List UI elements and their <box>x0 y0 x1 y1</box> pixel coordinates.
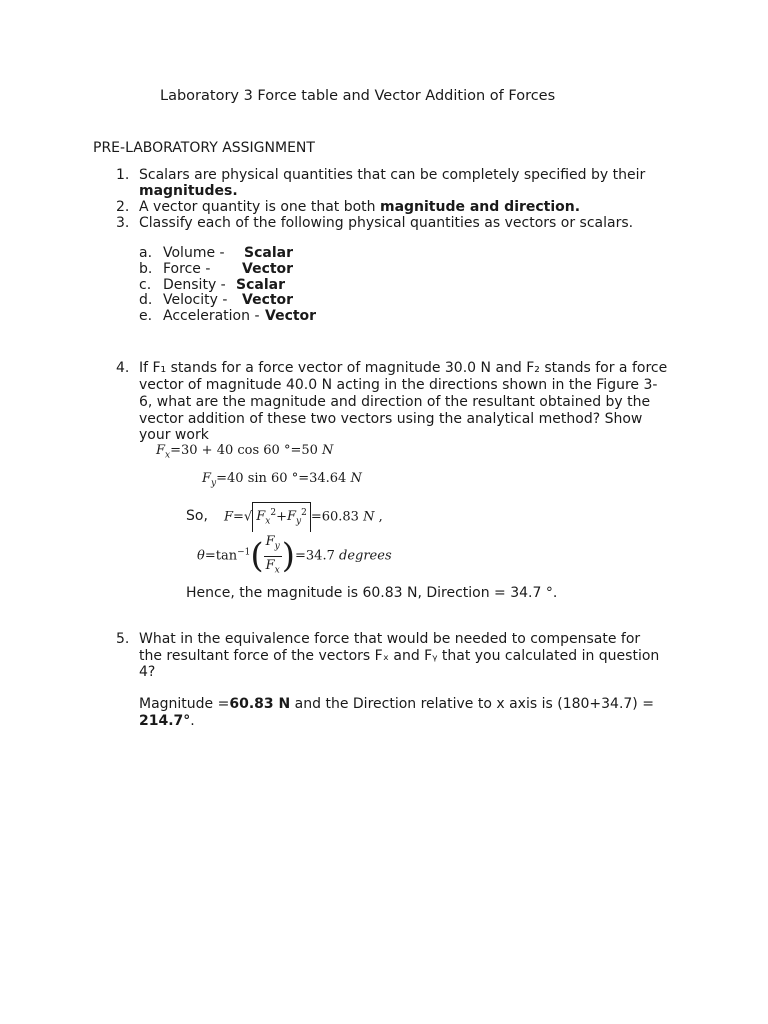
classify-name-b: Force - <box>163 261 211 277</box>
equation-fy: $F_y=40$ sin 60 °=34.64 N <box>202 471 362 489</box>
classify-answer-a: Scalar <box>244 245 293 261</box>
q2-number: 2. <box>116 199 130 215</box>
section-heading: PRE-LABORATORY ASSIGNMENT <box>93 140 315 156</box>
q5-answer-magnitude: 60.83 N <box>229 696 291 712</box>
q1-bold: magnitudes. <box>139 183 238 199</box>
equation-fx: $F_x=30 + 40$ cos 60 °=50 N <box>156 443 334 461</box>
so-label: So, <box>186 508 208 524</box>
equation-theta-unit: degrees <box>339 548 392 564</box>
page-title: Laboratory 3 Force table and Vector Addition of Forces <box>160 88 556 104</box>
equation-fy-text: =40 sin 60 °=34.64 <box>216 471 351 486</box>
q3-number: 3. <box>116 215 130 231</box>
q5-number: 5. <box>116 631 130 647</box>
classify-name-e: Acceleration - <box>163 308 260 324</box>
classify-answer-b: Vector <box>242 261 294 277</box>
q5-answer-direction: 214.7° <box>139 713 191 729</box>
classify-letter-d: d. <box>139 292 153 308</box>
q5-answer-pre: Magnitude = <box>139 696 230 712</box>
q2-text: A vector quantity is one that both <box>139 199 380 215</box>
q4-number: 4. <box>116 360 130 376</box>
q5-answer-mid: and the Direction relative to x axis is (180+34.7) = <box>290 696 654 712</box>
q5-answer-line-1 <box>139 696 654 712</box>
classify-answer-d: Vector <box>242 292 294 308</box>
q5-line-2: the resultant force of the vectors Fₓ and Fᵧ that you calculated in question <box>139 648 660 664</box>
q1-number: 1. <box>116 167 130 183</box>
classify-name-c: Density - <box>163 277 226 293</box>
q2-bold: magnitude and direction. <box>379 199 581 215</box>
equation-theta-result: =34.7 <box>295 548 339 564</box>
classify-answer-c: Scalar <box>236 277 285 293</box>
q1-text: Scalars are physical quantities that can be completely specified by their <box>139 167 646 183</box>
q5-answer-end: . <box>190 713 195 729</box>
equation-fx-text: =30 + 40 cos 60 °=50 <box>170 443 323 458</box>
q4-line-5: your work <box>139 427 209 443</box>
classify-letter-e: e. <box>139 308 153 324</box>
equation-f-result: =60.83 <box>310 509 364 525</box>
q4-line-4: vector addition of these two vectors using the analytical method? Show <box>139 411 643 427</box>
equation-f-magnitude: F=√ $F_x^2+F_y^2 =60.83$ N , <box>224 502 383 532</box>
equation-theta: $\theta=\tan^{-1}$( $\frac{F_y}{F_x}$ )=34.7 degrees <box>197 534 392 577</box>
classify-name-d: Velocity - <box>163 292 228 308</box>
q4-line-3: 6, what are the magnitude and direction of the resultant obtained by the <box>139 394 651 410</box>
q5-answer-line-2 <box>139 713 195 729</box>
q5-line-1: What in the equivalence force that would be needed to compensate for <box>139 631 641 647</box>
q4-line-2: vector of magnitude 40.0 N acting in the directions shown in the Figure 3- <box>139 377 658 393</box>
classify-name-a: Volume - <box>163 245 225 261</box>
q5-line-3: 4? <box>139 664 156 680</box>
q3-text: Classify each of the following physical quantities as vectors or scalars. <box>139 215 634 231</box>
q2-line <box>139 199 580 215</box>
classify-letter-b: b. <box>139 261 153 277</box>
classify-letter-c: c. <box>139 277 152 293</box>
classify-letter-a: a. <box>139 245 153 261</box>
classify-answer-e: Vector <box>265 308 317 324</box>
q4-conclusion: Hence, the magnitude is 60.83 N, Direction = 34.7 °. <box>186 585 558 601</box>
q4-line-1: If F₁ stands for a force vector of magnitude 30.0 N and F₂ stands for a force <box>139 360 668 376</box>
